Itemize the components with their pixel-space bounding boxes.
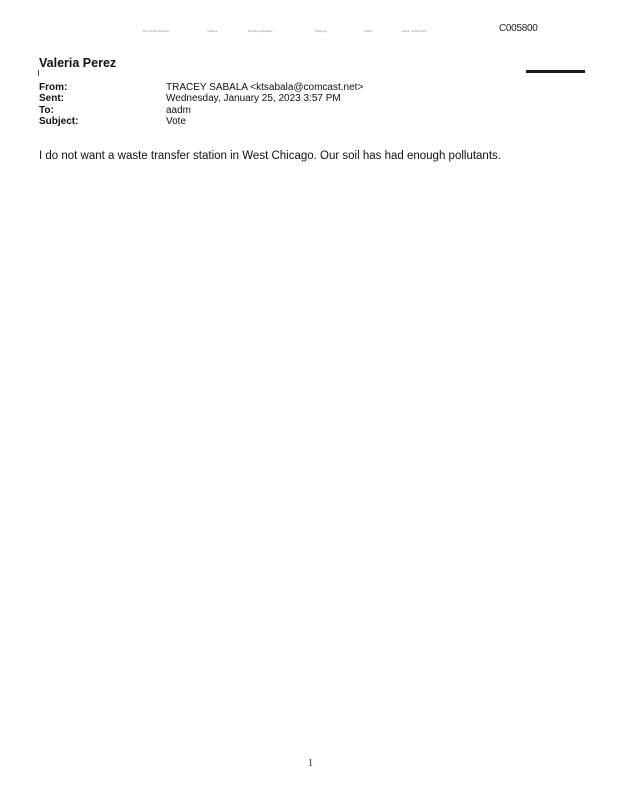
header-strip-item: Public bbox=[364, 29, 373, 33]
document-id: C005800 bbox=[499, 23, 538, 34]
sent-label: Sent: bbox=[39, 93, 64, 105]
sent-value: Wednesday, January 25, 2023 3:57 PM bbox=[166, 93, 341, 105]
page-number: 1 bbox=[308, 758, 313, 769]
header-strip-item: Date: 1/26/2023 bbox=[402, 29, 427, 33]
subject-row bbox=[39, 116, 479, 127]
sender-name: Valeria Perez bbox=[39, 56, 117, 70]
to-row bbox=[39, 105, 479, 116]
header-strip-item: Microsoft Outlook bbox=[143, 29, 170, 33]
subject-value: Vote bbox=[166, 116, 187, 128]
email-header-fields bbox=[39, 82, 479, 127]
from-label: From: bbox=[39, 82, 68, 94]
email-body: I do not want a waste transfer station in West Chicago. Our soil has had enough pollutants. bbox=[39, 150, 501, 162]
to-label: To: bbox=[39, 104, 54, 116]
to-value: aadm bbox=[166, 104, 192, 116]
header-rule bbox=[526, 70, 585, 73]
subject-label: Subject: bbox=[39, 116, 79, 128]
header-strip-item: Valeria bbox=[207, 29, 218, 33]
header-strip-item: Pending Release bbox=[248, 29, 273, 33]
from-row bbox=[39, 82, 479, 93]
header-strip-item: Hearing bbox=[315, 29, 327, 33]
from-value: TRACEY SABALA <ktsabala@comcast.net> bbox=[166, 82, 364, 94]
sent-row bbox=[39, 93, 479, 104]
top-header-strip bbox=[140, 29, 440, 35]
margin-mark bbox=[38, 70, 39, 76]
